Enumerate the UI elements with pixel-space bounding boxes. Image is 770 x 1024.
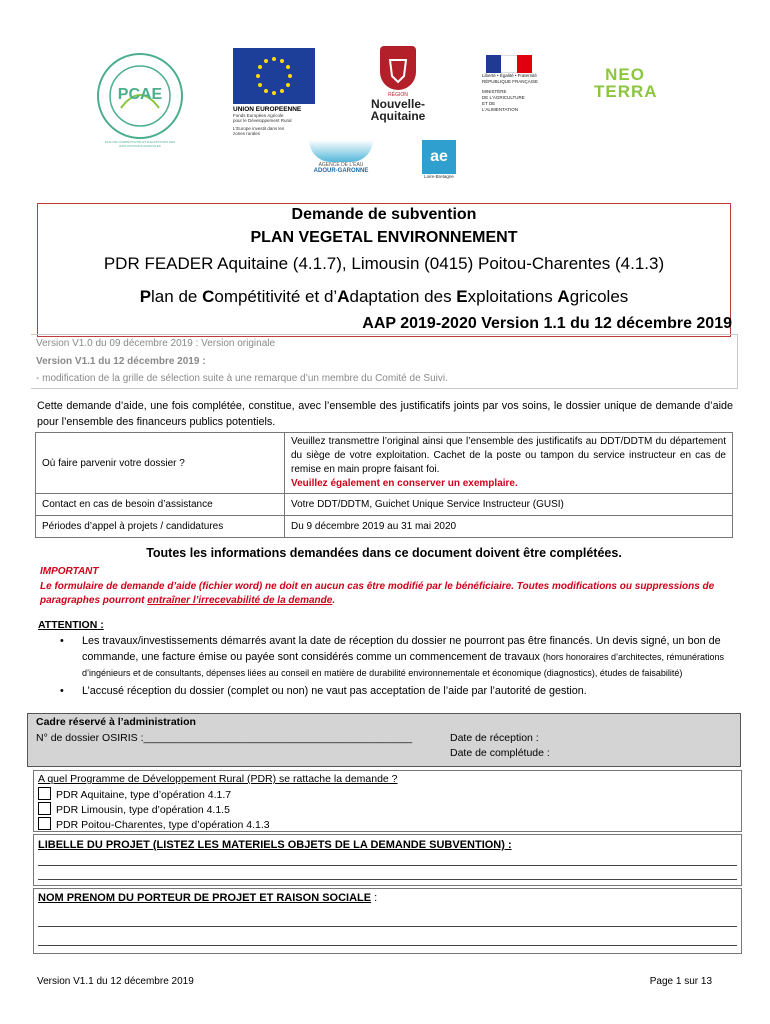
intro-paragraph: Cette demande d’aide, une fois complétée, constitue, avec l’ensemble des justificatifs joints par vos soins, le dossier unique de demande d’aide pour l’ensemble des financeurs publics potentiels. xyxy=(37,400,733,428)
rf-line-4: DE L'AGRICULTURE xyxy=(482,95,525,100)
na-name-2: Aquitaine xyxy=(370,109,426,123)
programme-option-aquitaine[interactable]: PDR Aquitaine, type d’opération 4.1.7 xyxy=(38,787,231,801)
table-red-note: Veuillez également en conserver un exemplaire. xyxy=(291,478,518,489)
aap-version: AAP 2019-2020 Version 1.1 du 12 décembre 2019 xyxy=(362,315,732,332)
important-label: IMPORTANT xyxy=(40,566,99,577)
table-row xyxy=(36,516,733,538)
republique-francaise-logo xyxy=(482,55,552,135)
osiris-field: N° de dossier OSIRIS :______________________________________________ xyxy=(36,732,413,744)
checkbox[interactable] xyxy=(38,787,51,800)
loire-bretagne-logo xyxy=(414,140,464,192)
table-value: Votre DDT/DDTM, Guichet Unique Service Instructeur (GUSI) xyxy=(285,494,733,516)
table-label: Où faire parvenir votre dossier ? xyxy=(36,433,285,494)
reception-date-field: Date de réception : xyxy=(450,732,539,744)
attention-bullets xyxy=(60,633,735,699)
plan-line: Plan de Compétitivité et d’Adaptation des Exploitations Agricoles xyxy=(139,287,629,306)
neoterra-line-2: TERRA xyxy=(594,82,658,101)
list-item: • Les travaux/investissements démarrés avant la date de réception du dossier ne pourront pas être financés. Un devis signé, un bon de commande, une facture émise ou payée sont considérés comme un commencement de travaux (hors honoraires d’architectes, rémunérations d’ingénieurs et de consultants, dépenses liées au conseil en matière de durabilité environnementale et économique (diagnostics), études de faisabilité) xyxy=(60,633,735,681)
loire-line: Loire-Bretagne xyxy=(424,174,454,179)
checkbox[interactable] xyxy=(38,802,51,815)
programme-option-poitou[interactable]: PDR Poitou-Charentes, type d’opération 4.1.3 xyxy=(38,817,270,831)
adour-line-1: AGENCE DE L'EAU xyxy=(318,162,364,168)
notice-title: Toutes les informations demandées dans ce document doivent être complétées. xyxy=(146,546,622,560)
programme-option-limousin[interactable]: PDR Limousin, type d’opération 4.1.5 xyxy=(38,802,230,816)
table-row xyxy=(36,433,733,494)
footer-page: Page 1 sur 13 xyxy=(649,976,712,987)
doc-title: Demande de subvention xyxy=(291,206,477,223)
libelle-line-2[interactable] xyxy=(38,879,737,880)
water-wave-icon xyxy=(309,140,373,162)
doc-subtitle: PLAN VEGETAL ENVIRONNEMENT xyxy=(250,229,518,246)
rf-line-3: MINISTÈRE xyxy=(482,89,507,94)
rf-line-1: Liberté • Égalité • Fraternité xyxy=(482,73,537,78)
pcae-logo xyxy=(96,52,184,148)
na-region: RÉGION xyxy=(388,92,408,98)
info-table xyxy=(35,432,733,538)
footer-version: Version V1.1 du 12 décembre 2019 xyxy=(37,976,194,987)
libelle-title: LIBELLE DU PROJET (LISTEZ LES MATERIELS OBJETS DE LA DEMANDE SUBVENTION) : xyxy=(38,839,512,851)
eu-line-2: pour le Développement Rural xyxy=(233,118,292,123)
porteur-box xyxy=(33,888,742,954)
adour-garonne-logo xyxy=(306,140,376,190)
checkbox[interactable] xyxy=(38,817,51,830)
eu-line-4: zones rurales xyxy=(233,131,261,136)
porteur-line-1[interactable] xyxy=(38,926,737,927)
lion-shield-icon xyxy=(380,46,416,90)
table-value: Veuillez transmettre l’original ainsi que l’ensemble des justificatifs au DDT/DDTM du département du siège de votre exploitation. Cachet de la poste ou tampon du service instructeur en cas de remise en main propre faisant foi. Veuillez également en conserver un exemplaire. xyxy=(285,433,733,494)
version-2-item: - modification de la grille de sélection suite à une remarque d’un membre du Comité de Suivi. xyxy=(36,373,448,384)
eu-flag-icon xyxy=(233,48,315,104)
ae-mark: ae xyxy=(422,140,456,174)
libelle-box xyxy=(33,834,742,886)
attention-label: ATTENTION : xyxy=(38,619,104,631)
libelle-line-1[interactable] xyxy=(38,865,737,866)
eu-title: UNION EUROPEENNE xyxy=(233,106,302,113)
pcae-text: PCAE xyxy=(117,86,163,103)
version-1: Version V1.0 du 09 décembre 2019 : Version originale xyxy=(36,338,276,349)
rf-line-6: L'ALIMENTATION xyxy=(482,107,518,112)
neoterra-line-1: NEO xyxy=(605,65,645,84)
eu-line-1: Fonds Européen Agricole xyxy=(233,113,284,118)
nouvelle-aquitaine-logo xyxy=(363,46,433,134)
admin-reserved-box xyxy=(27,713,741,767)
pcae-ring-text: PLAN DE COMPÉTITIVITÉ ET D'ADAPTATION DES EXPLOITATIONS AGRICOLES xyxy=(104,140,176,148)
porteur-title-wrap: NOM PRENOM DU PORTEUR DE PROJET ET RAISON SOCIALE : xyxy=(38,892,378,904)
warning-text: Le formulaire de demande d’aide (fichier word) ne doit en aucun cas être modifié par le bénéficiaire. Toutes modifications ou suppressions de paragraphes pourront entraîner l’irrecevabilité de la demande. xyxy=(40,581,715,606)
porteur-line-2[interactable] xyxy=(38,945,737,946)
eu-logo xyxy=(233,48,333,134)
table-row xyxy=(36,494,733,516)
table-label: Périodes d’appel à projets / candidatures xyxy=(36,516,285,538)
admin-title: Cadre réservé à l’administration xyxy=(36,716,196,728)
completude-date-field: Date de complétude : xyxy=(450,747,550,759)
rf-line-5: ET DE xyxy=(482,101,496,106)
pdr-line: PDR FEADER Aquitaine (4.1.7), Limousin (0415) Poitou-Charentes (4.1.3) xyxy=(103,254,665,273)
programme-box xyxy=(33,770,742,832)
neoterra-logo xyxy=(594,66,656,100)
eu-line-3: L'Europe investit dans les xyxy=(233,126,285,131)
na-name-1: Nouvelle- xyxy=(370,97,425,111)
version-2: Version V1.1 du 12 décembre 2019 : xyxy=(36,356,206,367)
adour-line-2: ADOUR-GARONNE xyxy=(313,168,369,174)
programme-question: A quel Programme de Développement Rural (PDR) se rattache la demande ? xyxy=(38,773,398,785)
french-flag-icon xyxy=(486,55,532,73)
rf-line-2: RÉPUBLIQUE FRANÇAISE xyxy=(482,79,539,84)
list-item: • L’accusé réception du dossier (complet ou non) ne vaut pas acceptation de l’aide par l’autorité de gestion. xyxy=(60,683,735,699)
table-label: Contact en cas de besoin d’assistance xyxy=(36,494,285,516)
table-value: Du 9 décembre 2019 au 31 mai 2020 xyxy=(285,516,733,538)
